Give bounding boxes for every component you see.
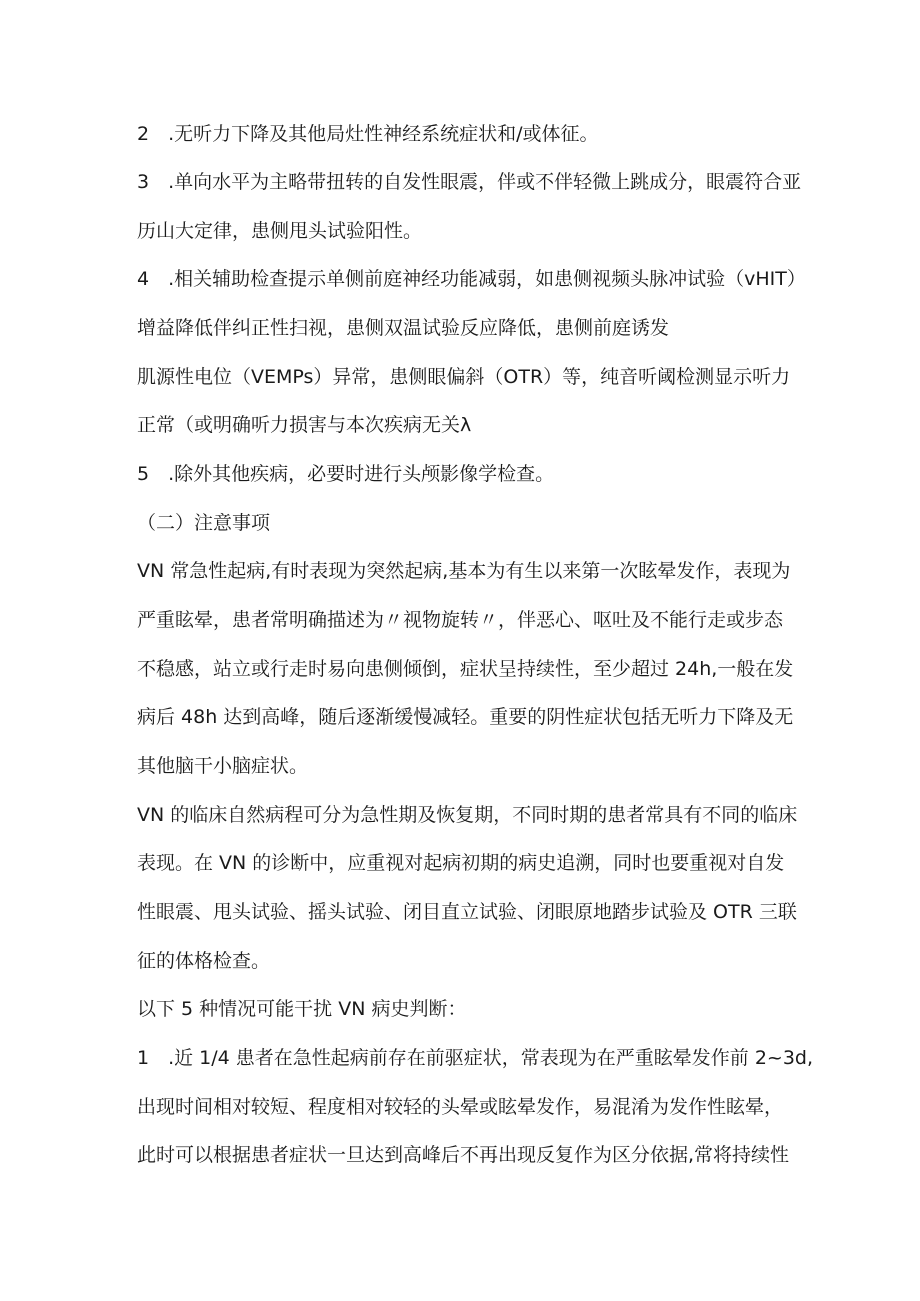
paragraph-1-line-3: 不稳感，站立或行走时易向患侧倾倒，症状呈持续性，至少超过 24h,一般在发 [137, 658, 794, 680]
list-item-4-cont-3: 正常（或明确听力损害与本次疾病无关λ [137, 414, 472, 436]
list-item-1: 1 .近 1/4 患者在急性起病前存在前驱症状，常表现为在严重眩晕发作前 2~3d, [137, 1047, 814, 1069]
paragraph-1-line-4: 病后 48h 达到高峰，随后逐渐缓慢减轻。重要的阴性症状包括无听力下降及无 [137, 706, 794, 728]
list-item-3-cont: 历山大定律，患侧甩头试验阳性。 [137, 220, 423, 242]
paragraph-1-line-1: VN 常急性起病,有时表现为突然起病,基本为有生以来第一次眩晕发作，表现为 [137, 560, 791, 582]
list-item-1-cont-2: 此时可以根据患者症状一旦达到高峰后不再出现反复作为区分依据,常将持续性 [137, 1144, 790, 1166]
list-item-4: 4 .相关辅助检查提示单侧前庭神经功能减弱，如患侧视频头脉冲试验（vHIT） [137, 268, 806, 290]
list-item-3: 3 .单向水平为主略带扭转的自发性眼震，伴或不伴轻微上跳成分，眼震符合亚 [137, 171, 802, 193]
paragraph-2-line-2: 表现。在 VN 的诊断中，应重视对起病初期的病史追溯，同时也要重视对自发 [137, 852, 785, 874]
list-item-2: 2 .无听力下降及其他局灶性神经系统症状和/或体征。 [137, 123, 599, 145]
list-item-4-cont-1: 增益降低伴纠正性扫视，患侧双温试验反应降低，患侧前庭诱发 [137, 317, 670, 339]
paragraph-1-line-2: 严重眩晕，患者常明确描述为〃视物旋转〃，伴恶心、呕吐及不能行走或步态 [137, 609, 784, 631]
list-item-4-cont-2: 肌源性电位（VEMPs）异常，患侧眼偏斜（OTR）等，纯音听阈检测显示听力 [137, 366, 791, 388]
paragraph-2-line-3: 性眼震、甩头试验、摇头试验、闭目直立试验、闭眼原地踏步试验及 OTR 三联 [137, 901, 797, 923]
paragraph-1-line-5: 其他脑干小脑症状。 [137, 755, 309, 777]
paragraph-2-line-1: VN 的临床自然病程可分为急性期及恢复期，不同时期的患者常具有不同的临床 [137, 804, 798, 826]
paragraph-3-intro: 以下 5 种情况可能干扰 VN 病史判断： [137, 998, 467, 1020]
section-heading: （二）注意事项 [137, 512, 271, 534]
list-item-1-cont-1: 出现时间相对较短、程度相对较轻的头晕或眩晕发作，易混淆为发作性眩晕， [137, 1096, 784, 1118]
paragraph-2-line-4: 征的体格检查。 [137, 950, 271, 972]
list-item-5: 5 .除外其他疾病，必要时进行头颅影像学检查。 [137, 463, 555, 485]
